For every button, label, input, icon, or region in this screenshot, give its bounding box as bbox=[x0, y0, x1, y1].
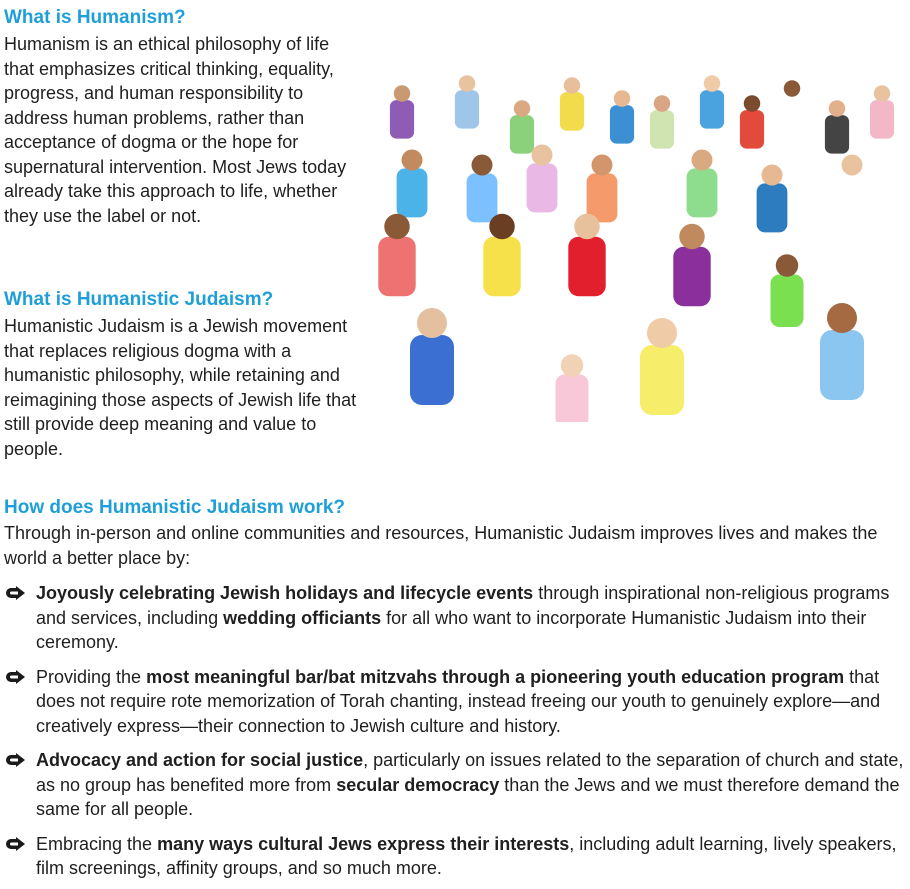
bullet-text: for all who want to incorporate Humanistic Judaism into their ceremony. bbox=[36, 607, 867, 652]
person-head bbox=[776, 254, 799, 277]
bullet-highlight: many ways cultural Jews express their interests bbox=[157, 833, 570, 854]
list-item bbox=[4, 832, 904, 881]
heading-what-is-humanism: What is Humanism? bbox=[4, 7, 186, 28]
person-body bbox=[378, 237, 415, 297]
heading-what-is-humanistic-judaism: What is Humanistic Judaism? bbox=[4, 289, 274, 310]
person-head bbox=[647, 318, 677, 348]
person-body bbox=[556, 375, 589, 423]
bullet-text: that does not require rote memorization of Torah chanting, instead freeing our youth to genuinely explore—and creatively express—their connection to Jewish culture and history. bbox=[36, 666, 881, 736]
person-body bbox=[410, 335, 454, 405]
person-head bbox=[874, 85, 891, 102]
bullet-text: through inspirational non-religious programs and services, including bbox=[36, 583, 890, 628]
person-body bbox=[673, 247, 710, 307]
person-body bbox=[771, 275, 804, 328]
person-body bbox=[455, 90, 479, 129]
person-head bbox=[692, 150, 713, 171]
person-body bbox=[740, 110, 764, 149]
person-body bbox=[640, 345, 684, 415]
person-body bbox=[467, 173, 498, 222]
person-head bbox=[402, 150, 423, 171]
person-body bbox=[780, 95, 804, 134]
person-body bbox=[825, 115, 849, 154]
person-body bbox=[687, 168, 718, 217]
person-head bbox=[514, 100, 531, 117]
arrow-right-icon bbox=[4, 586, 26, 600]
arrow-right-icon bbox=[4, 837, 26, 851]
bullet-text: , including adult learning, lively speakers, film screenings, affinity groups, and so much more. bbox=[36, 833, 897, 878]
bullet-text: Providing the bbox=[36, 666, 147, 687]
person-body bbox=[820, 330, 864, 400]
person-body bbox=[483, 237, 520, 297]
bullet-highlight: Joyously celebrating Jewish holidays and lifecycle events bbox=[36, 583, 534, 603]
person-body bbox=[700, 90, 724, 129]
arrow-right-icon bbox=[4, 670, 26, 684]
bullet-highlight: secular democracy bbox=[336, 774, 500, 795]
benefits-list bbox=[4, 581, 904, 881]
person-head bbox=[762, 165, 783, 186]
person-head bbox=[654, 95, 671, 112]
arrow-right-icon bbox=[4, 753, 26, 767]
person-head bbox=[744, 95, 761, 112]
person-head bbox=[472, 155, 493, 176]
person-head bbox=[564, 77, 581, 94]
person-body bbox=[757, 183, 788, 232]
person-body bbox=[510, 115, 534, 154]
bullet-text: , particularly on issues related to the separation of church and state, as no group has benefited more from bbox=[36, 750, 904, 795]
paragraph-humanistic-judaism: Humanistic Judaism is a Jewish movement that replaces religious dogma with a humanistic philosophy, while retaining and reimagining those aspects of Jewish life that still provide deep meaning and value to people. bbox=[4, 316, 357, 459]
heading-how-does-it-work: How does Humanistic Judaism work? bbox=[4, 497, 346, 518]
bullet-highlight: most meaningful bar/bat mitzvahs through a pioneering youth education program bbox=[146, 666, 845, 687]
bullet-text: than the Jews and we must therefore demand the same for all people. bbox=[36, 774, 900, 819]
person-head bbox=[784, 80, 801, 97]
person-head bbox=[561, 354, 584, 377]
person-body bbox=[610, 105, 634, 144]
person-head bbox=[532, 145, 553, 166]
crowd-holding-hands-photo bbox=[372, 58, 908, 422]
person-head bbox=[574, 214, 600, 240]
person-head bbox=[614, 90, 631, 107]
person-head bbox=[704, 75, 721, 92]
person-head bbox=[459, 75, 476, 92]
person-head bbox=[842, 155, 863, 176]
paragraph-humanism: Humanism is an ethical philosophy of life that emphasizes critical thinking, equality, progress, and human responsibility to address human problems, rather than acceptance of dogma or the hope for supernatural intervention. Most Jews today already take this approach to life, whether they use the label or not. bbox=[4, 34, 347, 226]
person-head bbox=[827, 303, 857, 333]
person-head bbox=[417, 308, 447, 338]
person-body bbox=[390, 100, 414, 139]
person-head bbox=[829, 100, 846, 117]
list-item bbox=[4, 748, 904, 822]
list-item bbox=[4, 581, 904, 655]
bullet-highlight: Advocacy and action for social justice bbox=[36, 750, 364, 770]
person-head bbox=[394, 85, 411, 102]
person-body bbox=[568, 237, 605, 297]
person-head bbox=[489, 214, 515, 240]
person-head bbox=[679, 224, 705, 250]
person-body bbox=[397, 168, 428, 217]
person-body bbox=[527, 163, 558, 212]
person-body bbox=[650, 110, 674, 149]
paragraph-how-it-works: Through in-person and online communities and resources, Humanistic Judaism improves lives and makes the world a better place by: bbox=[4, 523, 878, 568]
list-item bbox=[4, 665, 904, 739]
bullet-text: Embracing the bbox=[36, 833, 158, 854]
person-head bbox=[384, 214, 410, 240]
person-body bbox=[870, 100, 894, 139]
person-head bbox=[592, 155, 613, 176]
bullet-highlight: wedding officiants bbox=[223, 607, 382, 628]
person-body bbox=[837, 173, 868, 222]
person-body bbox=[560, 92, 584, 131]
